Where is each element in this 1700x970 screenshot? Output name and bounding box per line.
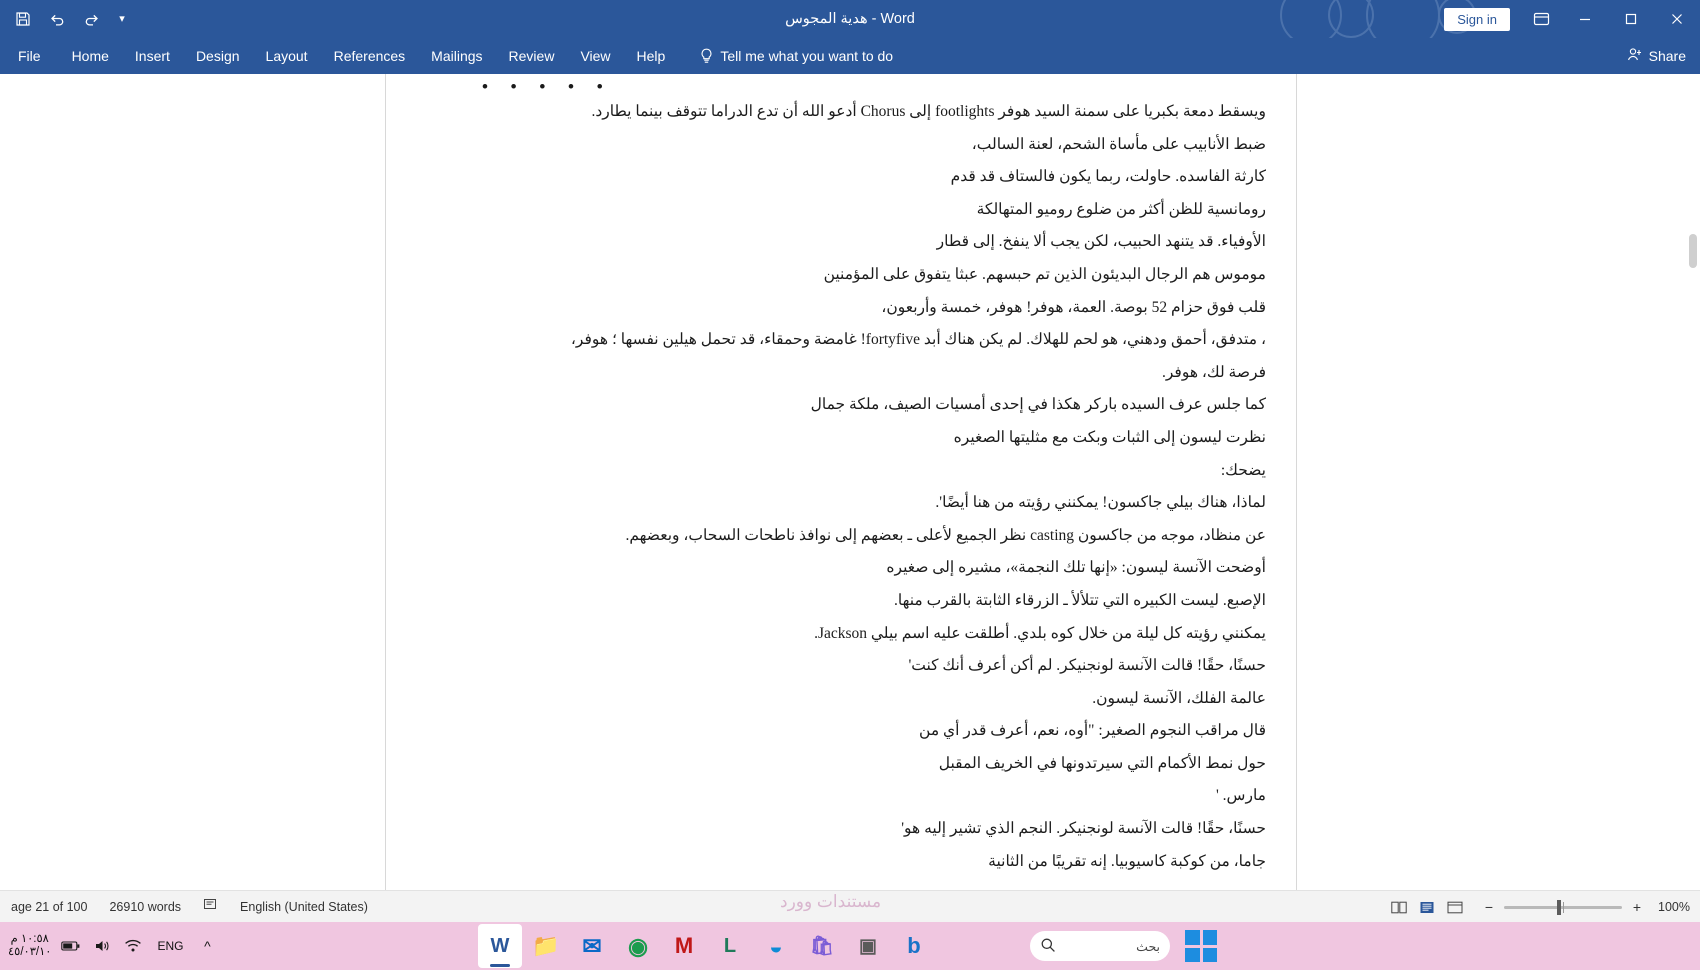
tab-review[interactable]: Review — [508, 48, 555, 64]
web-layout-icon[interactable] — [1442, 895, 1468, 919]
tab-help[interactable]: Help — [636, 48, 666, 64]
brave-icon: b — [907, 933, 921, 958]
tab-insert[interactable]: Insert — [134, 48, 170, 64]
document-line: مارس. ' — [1216, 787, 1266, 805]
document-line: أوضحت الآنسة ليسون: «إنها تلك النجمة»، مشيره إلى صغيره — [886, 559, 1266, 577]
document-line: الإصبع. ليست الكبيره التي تتلألأ ـ الزرقاء الثابتة بالقرب منها. — [894, 591, 1266, 609]
redo-icon[interactable] — [76, 4, 106, 34]
vertical-scrollbar-thumb[interactable] — [1689, 234, 1697, 268]
terminal-icon: ▣ — [859, 935, 877, 957]
taskbar — [0, 922, 1700, 970]
tab-view[interactable]: View — [580, 48, 611, 64]
zoom-out-button[interactable]: − — [1484, 899, 1494, 915]
tab-design[interactable]: Design — [195, 48, 240, 64]
chevron-up-icon[interactable]: ^ — [204, 938, 211, 954]
taskbar-app-mcafee[interactable] — [662, 924, 706, 968]
zoom-control[interactable] — [1482, 899, 1690, 915]
search-icon[interactable] — [1040, 937, 1056, 956]
customize-quick-access-chevron-down-icon[interactable]: ▾ — [119, 12, 125, 25]
store-icon: 🛍 — [809, 936, 835, 957]
minimize-icon[interactable] — [1562, 0, 1608, 38]
zoom-slider-handle[interactable] — [1557, 900, 1561, 915]
tell-me-label: Tell me what you want to do — [720, 48, 894, 64]
document-line: قال مراقب النجوم الصغير: "أوه، نعم، أعرف قدر أي من — [919, 722, 1266, 740]
search-placeholder: بحث — [1136, 939, 1160, 954]
document-line: ضبط الأنابيب على مأساة الشحم، لعنة السالب، — [971, 135, 1266, 153]
document-line: يمكنني رؤيته كل ليلة من خلال كوه بلدي. أطلقت عليه اسم بيلي Jackson. — [814, 624, 1266, 642]
document-line: لماذا، هناك بيلي جاكسون! يمكنني رؤيته من هنا أيضًا'. — [935, 494, 1266, 512]
ribbon-display-options-icon[interactable] — [1520, 0, 1562, 38]
close-icon[interactable] — [1654, 0, 1700, 38]
status-bar-right — [1386, 891, 1700, 923]
language-indicator[interactable]: English (United States) — [240, 899, 368, 914]
document-line: كارثة الفاسده. حاولت، ربما يكون فالستاف قد قدم — [950, 168, 1266, 186]
window-controls — [1444, 0, 1700, 38]
folder-icon: 📁 — [532, 933, 560, 958]
bullet-row: • • • • • — [482, 77, 612, 96]
zoom-level[interactable]: 100% — [1658, 900, 1690, 914]
taskbar-apps — [478, 922, 936, 970]
document-line: الأوفياء. قد يتنهد الحبيب، لكن يجب ألا ينفخ. إلى قطار — [936, 233, 1266, 251]
tab-home[interactable]: Home — [71, 48, 109, 64]
zoom-slider[interactable] — [1504, 906, 1622, 909]
document-line: جاما، من كوكبة كاسيوبيا. إنه تقريبًا من الثانية — [988, 852, 1266, 870]
taskbar-app-file-explorer[interactable] — [524, 924, 568, 968]
taskbar-app-store[interactable] — [800, 924, 844, 968]
print-layout-icon[interactable] — [1414, 895, 1440, 919]
lightbulb-icon — [700, 48, 713, 65]
clock-time: ١٠:٥٨ م — [10, 933, 49, 945]
tab-file[interactable]: File — [18, 48, 41, 64]
taskbar-app-brave[interactable] — [892, 924, 936, 968]
taskbar-app-mail[interactable] — [570, 924, 614, 968]
edge-icon: ◒ — [769, 932, 783, 959]
language-indicator-taskbar[interactable]: ENG — [157, 939, 184, 953]
battery-icon[interactable] — [60, 935, 82, 957]
clock[interactable] — [6, 933, 51, 959]
document-page[interactable] — [385, 74, 1297, 892]
restore-icon[interactable] — [1608, 0, 1654, 38]
document-line: نظرت ليسون إلى الثبات وبكت مع مثليتها الصغيره — [953, 428, 1266, 446]
document-line: قلب فوق حزام 52 بوصة. العمة، هوفر! هوفر، خمسة وأربعون، — [881, 298, 1266, 316]
document-line: حول نمط الأكمام التي سيرتدونها في الخريف المقبل — [938, 754, 1266, 772]
share-person-icon — [1627, 47, 1643, 65]
document-canvas[interactable] — [0, 74, 1700, 898]
document-line: موموس هم الرجال البديئون الذين تم حبسهم. عبثا يتفوق على المؤمنين — [823, 265, 1266, 283]
undo-icon[interactable] — [42, 4, 72, 34]
taskbar-app-edge[interactable] — [754, 924, 798, 968]
zoom-slider-tick — [1563, 902, 1564, 913]
page-indicator[interactable]: age 21 of 100 — [11, 899, 88, 914]
taskbar-app-line[interactable] — [708, 924, 752, 968]
document-line: عن منظاد، موجه من جاكسون casting نظر الجميع لأعلى ـ بعضهم إلى نوافذ ناطحات السحاب، وبعضهم. — [625, 526, 1266, 544]
taskbar-app-terminal[interactable] — [846, 924, 890, 968]
window-title: هدية المجوس - Word — [785, 11, 915, 27]
taskbar-search[interactable] — [1030, 931, 1170, 961]
tab-layout[interactable]: Layout — [265, 48, 308, 64]
word-icon: W — [490, 934, 510, 957]
title-bar — [0, 0, 1700, 38]
document-line: ، متدفق، أحمق ودهني، هو لحم للهلاك. لم يكن هناك أبد fortyfive! غامضة وحمقاء، قد تحمل هيلين نفسها ؛ هوفر، — [570, 331, 1266, 349]
document-line: كما جلس عرف السيده باركر هكذا في إحدى أمسيات الصيف، ملكة جمال — [810, 396, 1266, 414]
document-line: يضحك: — [1220, 461, 1266, 479]
tell-me-search[interactable] — [700, 48, 893, 65]
chrome-icon: ◉ — [627, 932, 649, 959]
line-icon: L — [723, 934, 737, 957]
document-line: فرصة لك، هوفر. — [1162, 363, 1266, 381]
document-line: حسنًا، حقًا! قالت الآنسة لونجنيكر. لم أكن أعرف أنك كنت' — [908, 657, 1266, 675]
document-line: حسنًا، حقًا! قالت الآنسة لونجنيكر. النجم الذي تشير إليه هو' — [901, 820, 1266, 838]
word-count[interactable]: 26910 words — [109, 899, 182, 914]
taskbar-app-chrome[interactable] — [616, 924, 660, 968]
vertical-scrollbar[interactable] — [1686, 74, 1700, 898]
document-text-body[interactable] — [386, 96, 1298, 878]
watermark-text: مستندات وورد — [780, 892, 882, 911]
tab-mailings[interactable]: Mailings — [431, 48, 483, 64]
tab-references[interactable]: References — [333, 48, 406, 64]
document-line: عالمة الفلك، الآنسة ليسون. — [1092, 689, 1266, 707]
wifi-icon[interactable] — [122, 935, 144, 957]
zoom-in-button[interactable]: + — [1632, 899, 1642, 915]
mail-icon: ✉ — [582, 932, 602, 959]
share-button[interactable]: Share — [1648, 48, 1686, 64]
windows-start-icon[interactable] — [1185, 930, 1217, 962]
share-area — [1627, 38, 1686, 74]
save-icon[interactable] — [8, 4, 38, 34]
system-tray — [0, 933, 218, 959]
sign-in-button[interactable]: Sign in — [1444, 8, 1510, 31]
quick-access-toolbar — [0, 4, 134, 34]
read-mode-icon[interactable] — [1386, 895, 1412, 919]
volume-icon[interactable] — [91, 935, 113, 957]
shield-icon: M — [674, 933, 694, 958]
clock-date: ٤٥/٠٣/١٠ — [8, 946, 52, 958]
document-line: ويسقط دمعة بكبريا على سمنة السيد هوفر footlights إلى Chorus أدعو الله أن تدع الدراما تتوقف بينما يطارد. — [591, 103, 1266, 120]
proofing-errors-icon[interactable] — [192, 898, 229, 915]
ribbon-tabs — [0, 38, 1700, 74]
document-line: رومانسية للظن أكثر من ضلوع روميو المتهالكة — [976, 200, 1266, 218]
taskbar-app-word[interactable] — [478, 924, 522, 968]
status-bar — [0, 890, 1700, 922]
